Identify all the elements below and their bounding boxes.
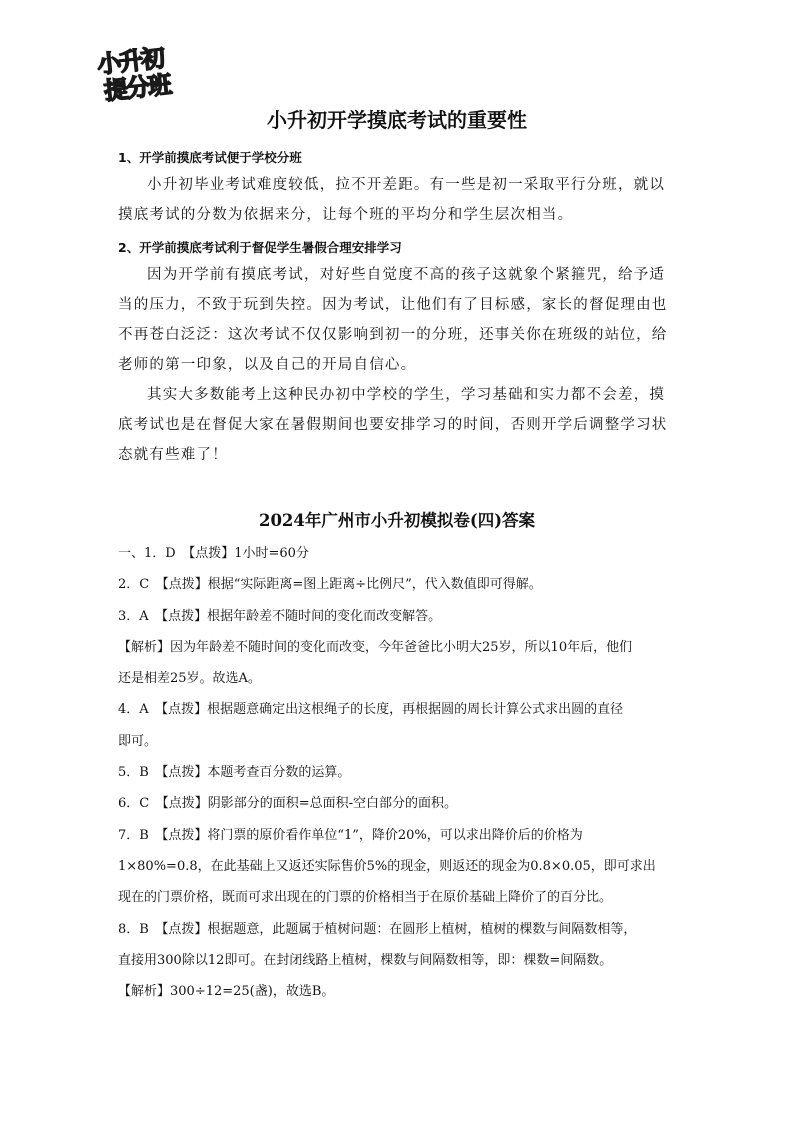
answer-line: 现在的门票价格，既而可求出现在的门票的价格相当于在原价基础上降价了的百分比。 [118,890,613,906]
answer-line: 即可。 [118,733,158,749]
answer-line: 4．A 【点拨】根据题意确定出这根绳子的长度，再根据圆的周长计算公式求出圆的直径 [118,702,624,718]
answer-line: 3．A 【点拨】根据年龄差不随时间的变化而改变解答。 [118,608,442,624]
section-2-text: 因为开学前有摸底考试，对好些自觉度不高的孩子这就象个紧箍咒，给予适当的压力，不致于玩到失控。因为考试，让他们有了目标感，家长的督促理由也不再苍白泛泛：这次考试不仅仅影响到初一的分班，还事关你在班级的站位，给老师的第一印象，以及自己的开局自信心。 [118,267,668,373]
answer-line: 1×80%=0.8，在此基础上又返还实际售价5%的现金，则返还的现金为0.8×0.05，即可求出 [118,858,656,874]
answer-line: 【解析】300÷12=25(盏)，故选B。 [118,984,335,1000]
section-1-heading: 1、开学前摸底考试便于学校分班 [118,150,302,165]
answer-line: 直接用300除以12即可。在封闭线路上植树，棵数与间隔数相等，即：棵数=间隔数。 [118,952,613,968]
section-2-paragraph [118,260,678,470]
answer-line: 一、1．D 【点拨】1小时=60分 [118,546,309,561]
answer-line: 2．C 【点拨】根据“实际距离=图上距离÷比例尺”，代入数值即可得解。 [118,577,542,593]
answers-list [118,538,678,1007]
logo-line-1: 小升初 [95,44,165,79]
answer-line: 5．B 【点拨】本题考查百分数的运算。 [118,765,351,781]
section-1-paragraph [118,170,678,230]
answer-line: 7．B 【点拨】将门票的原价看作单位“1”，降价20%，可以求出降价后的价格为 [118,827,583,843]
answer-line: 还是相差25岁。故选A。 [118,671,261,687]
answer-line: 6．C 【点拨】阴影部分的面积=总面积-空白部分的面积。 [118,796,458,812]
answer-line: 8．B 【点拨】根据题意，此题属于植树问题：在圆形上植树，植树的棵数与间隔数相等， [118,921,637,937]
section-1-text: 小升初毕业考试难度较低，拉不开差距。有一些是初一采取平行分班，就以摸底考试的分数为依据来分，让每个班的平均分和学生层次相当。 [118,177,666,223]
answers-title: 2024年广州市小升初模拟卷(四)答案 [258,511,536,530]
intro-title: 小升初开学摸底考试的重要性 [267,108,527,132]
logo-line-2: 提分班 [102,70,172,106]
section-2-heading: 2、开学前摸底考试利于督促学生暑假合理安排学习 [118,240,402,255]
section-2-text-2: 其实大多数能考上这种民办初中学校的学生，学习基础和实力都不会差，摸底考试也是在督促大家在暑假期间也要安排学习的时间，否则开学后调整学习状态就有些难了！ [118,387,668,463]
answer-line: 【解析】因为年龄差不随时间的变化而改变，今年爸爸比小明大25岁，所以10年后，他们 [118,639,633,655]
